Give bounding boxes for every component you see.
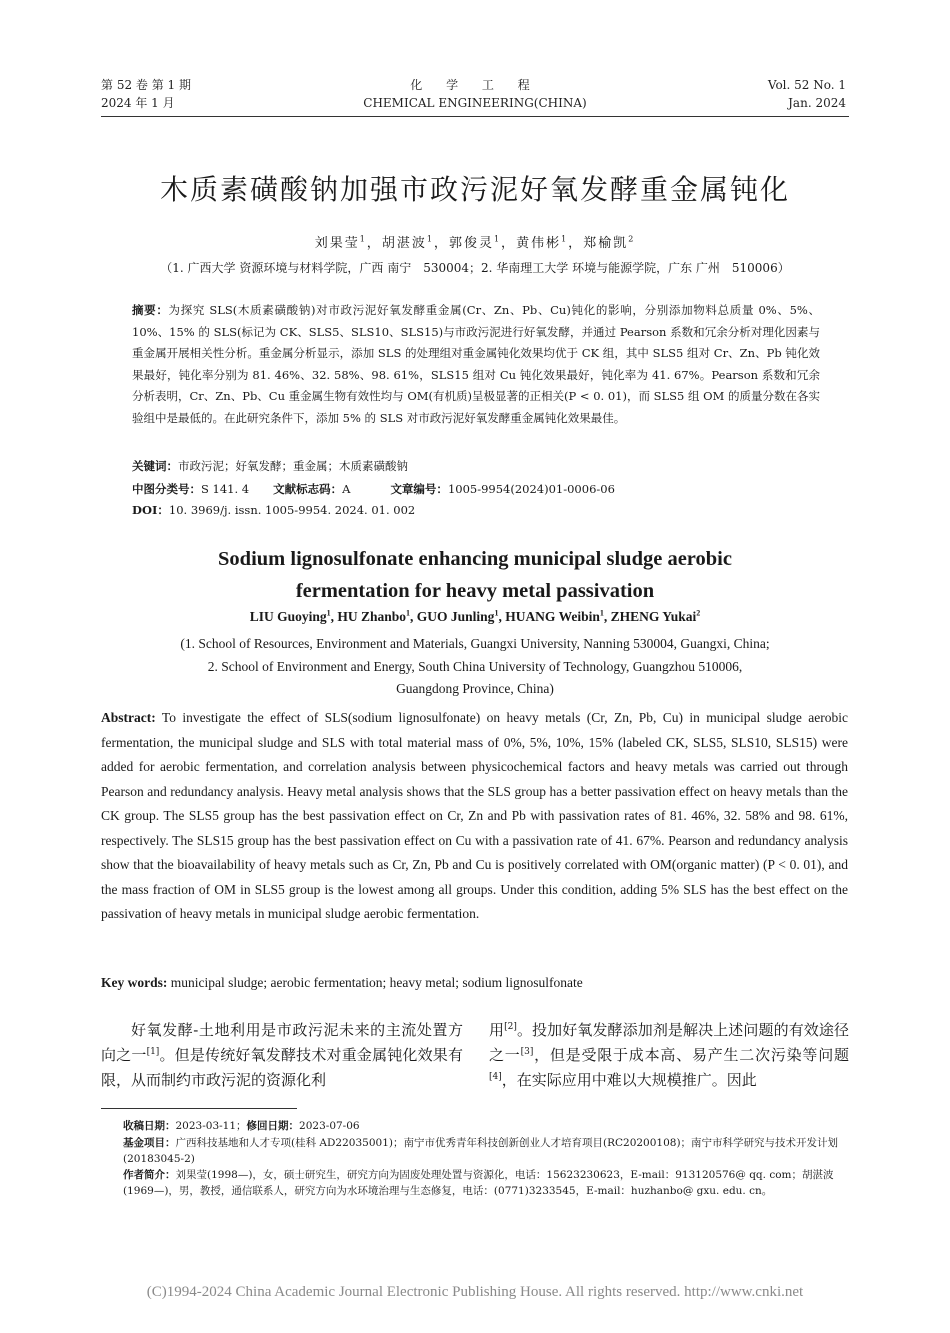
footnote-author <box>123 1167 848 1199</box>
clc-label: 中图分类号： <box>132 482 201 496</box>
author-name: HU Zhanbo <box>337 609 407 624</box>
author-name: LIU Guoying <box>249 609 327 624</box>
header-month: Jan. 2024 <box>788 96 846 110</box>
title-en-line1: Sodium lignosulfonate enhancing municipal sludge aerobic <box>218 548 732 570</box>
abstract-en <box>101 706 848 927</box>
footnote-rule <box>101 1108 297 1109</box>
body-left-text-2: 。但是传统好氧发酵技术对重金属钝化效果有限，从而制约市政污泥的资源化利 <box>101 1046 463 1089</box>
author-name: 黄伟彬 <box>516 236 562 251</box>
body-column-right <box>489 1018 849 1093</box>
author-affiliation-marker: 1 <box>426 234 434 244</box>
keywords-cn-label: 关键词： <box>132 459 178 473</box>
author-name: GUO Junling <box>416 609 495 624</box>
affiliation-en-line1: (1. School of Resources, Environment and Materials, Guangxi University, Nanning 530004, Guangxi, China; <box>180 636 770 651</box>
fund-label: 基金项目： <box>123 1137 176 1149</box>
received-label: 收稿日期： <box>123 1120 176 1132</box>
author-bio-label: 作者简介： <box>123 1169 176 1181</box>
author-name: HUANG Weibin <box>505 609 600 624</box>
citation-ref[interactable]: [3] <box>520 1047 534 1057</box>
classification-line <box>132 479 820 499</box>
author-affiliation-marker: 2 <box>628 234 636 244</box>
article-no-value: 1005-9954(2024)01-0006-06 <box>447 482 615 496</box>
article-no-label: 文章编号： <box>390 482 448 496</box>
body-column-left <box>101 1018 463 1093</box>
abstract-en-label: Abstract: <box>101 710 156 725</box>
header-vol-no: Vol. 52 No. 1 <box>767 78 846 92</box>
footnote-fund <box>123 1135 848 1167</box>
author-affiliation-marker: 1 <box>359 234 367 244</box>
title-en-line2: fermentation for heavy metal passivation <box>295 580 655 602</box>
keywords-en <box>101 975 848 991</box>
author-separator: ， <box>366 236 382 251</box>
authors-cn <box>0 232 950 251</box>
revised-value: 2023-07-06 <box>299 1120 360 1132</box>
affiliation-en <box>0 633 950 701</box>
keywords-en-text: municipal sludge; aerobic fermentation; heavy metal; sodium lignosulfonate <box>170 975 583 990</box>
body-right-text-2: 。投加好氧发酵添加剂是解决上述问题的有效途径之一 <box>489 1021 849 1064</box>
abstract-cn-label: 摘要： <box>132 303 169 317</box>
header-volume-en <box>768 76 846 112</box>
doi-value: 10. 3969/j. issn. 1005-9954. 2024. 01. 002 <box>168 503 416 517</box>
header-rule <box>101 116 849 117</box>
doc-code-value: A <box>342 482 351 496</box>
body-left-text-1: 好氧发酵-土地利用是市政污泥未来的主流处置方向之一 <box>101 1021 463 1064</box>
body-right-text-3: ，但是受限于成本高、易产生二次污染等问题 <box>533 1046 849 1064</box>
keywords-cn <box>132 456 820 476</box>
title-en <box>0 543 950 607</box>
author-affiliation-marker: 1 <box>493 234 502 244</box>
doi-label: DOI： <box>132 503 169 517</box>
body-right-text-1: 用 <box>489 1021 505 1039</box>
received-value: 2023-03-11； <box>175 1120 247 1132</box>
keywords-en-label: Key words: <box>101 975 168 990</box>
author-affiliation-marker: 1 <box>599 608 604 618</box>
doc-code-label: 文献标志码： <box>273 482 343 496</box>
author-name: 郭俊灵 <box>448 236 494 251</box>
header-volume: 第 52 卷 第 1 期 <box>101 78 191 92</box>
affiliation-en-line3: Guangdong Province, China) <box>396 681 554 696</box>
author-name: 郑榆凯 <box>583 236 629 251</box>
citation-ref[interactable]: [1] <box>146 1047 160 1057</box>
author-affiliation-marker: 1 <box>494 608 499 618</box>
abstract-cn <box>132 300 820 429</box>
affiliation-en-line2: 2. School of Environment and Energy, South China University of Technology, Guangzhou 510006, <box>207 658 743 674</box>
keywords-cn-text: 市政污泥；好氧发酵；重金属；木质素磺酸钠 <box>178 459 408 473</box>
authors-en <box>0 609 950 625</box>
author-name: ZHENG Yukai <box>610 609 697 624</box>
author-separator: , <box>410 609 417 624</box>
doi-line <box>132 500 820 520</box>
author-name: 刘果莹 <box>314 236 360 251</box>
author-separator: ， <box>568 236 584 251</box>
footnote-dates <box>123 1118 848 1134</box>
title-cn: 木质素磺酸钠加强市政污泥好氧发酵重金属钝化 <box>159 173 790 206</box>
revised-label: 修回日期： <box>246 1120 300 1132</box>
author-separator: ， <box>501 236 517 251</box>
body-right-text-4: ，在实际应用中难以大规模推广。因此 <box>501 1071 757 1089</box>
author-bio-value: 刘果莹(1998—)，女，硕士研究生，研究方向为固废处理处置与资源化，电话：15623230623，E-mail：913120576@ qq. com；胡湛波(1969—)，男，教授，通信联系人，研究方向为水环境治理与生态修复，电话：(0771)3233545，E-mail：huzhanbo@ gxu. edu. cn。 <box>123 1169 834 1197</box>
citation-ref[interactable]: [4] <box>489 1072 502 1082</box>
author-separator: ， <box>433 236 449 251</box>
author-separator: , <box>603 609 611 624</box>
abstract-cn-text: 为探究 SLS(木质素磺酸钠)对市政污泥好氧发酵重金属(Cr、Zn、Pb、Cu)钝化的影响，分别添加物料总质量 0%、5%、10%、15% 的 SLS(标记为 CK、SLS5、SLS10、SLS15)与市政污泥进行好氧发酵，并通过 Pearson 系数和冗余分析对理化因素与重金属开展相关性分析。重金属分析显示，添加 SLS 的处理组对重金属钝化效果均优于 CK 组，其中 SLS5 组对 Cr、Zn、Pb 钝化效果最好，钝化率分别为 81. 46%、32. 58%、98. 61%，SLS15 组对 Cu 钝化效果最好，钝化率为 41. 67%。Pearson 系数和冗余分析表明，Cr、Zn、Pb、Cu 重金属生物有效性均与 OM(有机质)呈极显著的正相关(P < 0. 01)，而 SLS5 组 OM 的质量分数在各实验组中是最低的。在此研究条件下，添加 5% 的 SLS 对市政污泥好氧发酵重金属钝化效果最佳。 <box>132 303 820 425</box>
author-affiliation-marker: 1 <box>406 608 411 618</box>
clc-value: S 141. 4 <box>201 482 250 496</box>
copyright-watermark: (C)1994-2024 China Academic Journal Electronic Publishing House. All rights reserved. http://www.cnki.net <box>146 1284 804 1300</box>
citation-ref[interactable]: [2] <box>504 1022 517 1032</box>
header-date: 2024 年 1 月 <box>101 96 175 110</box>
affiliation-cn: （1. 广西大学 资源环境与材料学院，广西 南宁 530004；2. 华南理工大学 环境与能源学院，广东 广州 510006） <box>160 261 790 275</box>
fund-value: 广西科技基地和人才专项(桂科 AD22035001)；南宁市优秀青年科技创新创业人才培育项目(RC20200108)；南宁市科学研究与技术开发计划(20183045-2) <box>123 1137 839 1165</box>
header-journal-cn: 化 学 工 程 <box>410 78 540 92</box>
author-affiliation-marker: 1 <box>326 608 331 618</box>
header-journal-en: CHEMICAL ENGINEERING(CHINA) <box>363 96 587 110</box>
abstract-en-text: To investigate the effect of SLS(sodium lignosulfonate) on heavy metals (Cr, Zn, Pb, Cu) in municipal sludge aerobic fermentation, the municipal sludge and SLS with total material mass of 0%, 5%, 10%, 15% (labeled CK, SLS5, SLS10, SLS15) were added for aerobic fermentation, and correlation analysis between physicochemical factors and heavy metals was carried out through Pearson and redundancy analysis. Heavy metal analysis shows that the SLS group has a better passivation effect on heavy metals than the CK group. The SLS5 group has the best passivation effect on Cr, Zn and Pb with passivation rates of 81. 46%, 32. 58% and 98. 61%, respectively. The SLS15 group has the best passivation effect on Cu with a passivation rate of 41. 67%. Pearson and redundancy analysis show that the bioavailability of heavy metals such as Cr, Zn, Pb and Cu is positively correlated with OM(organic matter) (P < 0. 01), and the mass fraction of OM in SLS5 group is the lowest among all groups. Under this condition, adding 5% SLS has the best effect on the passivation of heavy metals in municipal sludge aerobic fermentation. <box>101 710 848 921</box>
author-affiliation-marker: 2 <box>696 608 701 618</box>
author-name: 胡湛波 <box>381 236 427 251</box>
author-separator: , <box>330 609 338 624</box>
author-affiliation-marker: 1 <box>561 234 569 244</box>
author-separator: , <box>498 609 506 624</box>
